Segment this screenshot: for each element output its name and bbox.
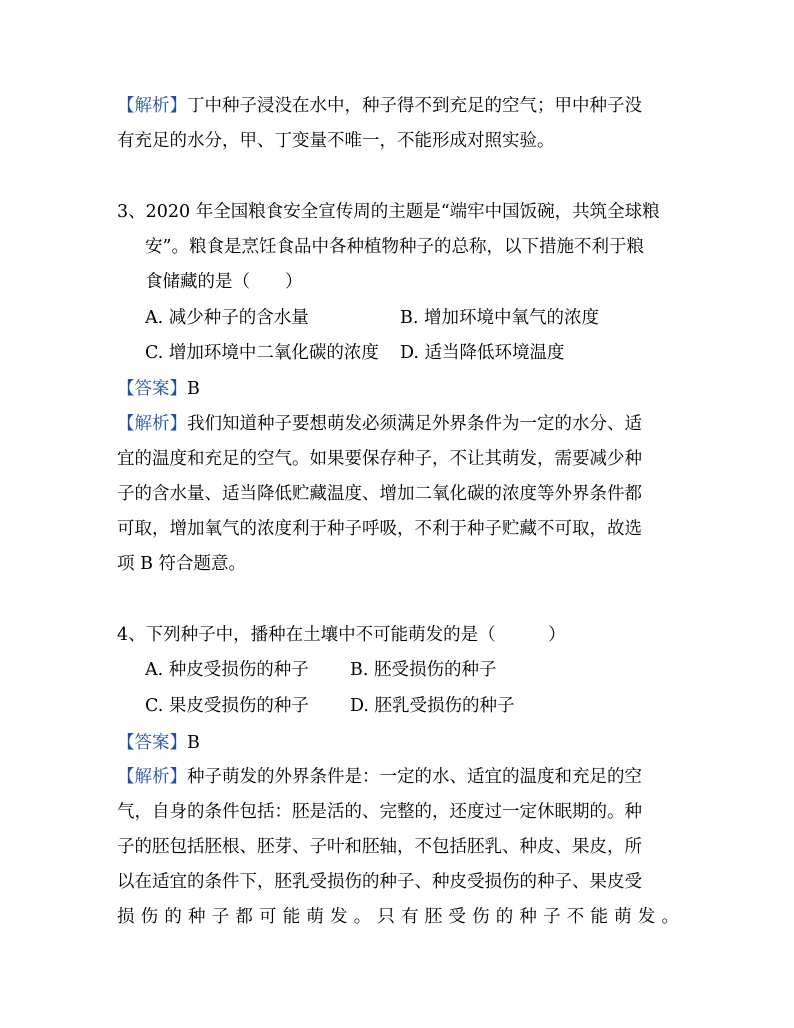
question-3-stem: 3、2020 年全国粮食安全宣传周的主题是“端牢中国饭碗，共筑全球粮 — [117, 202, 660, 222]
q4-analysis-line-justified — [117, 904, 679, 930]
q3-analysis-line: 宜的温度和充足的空气。如果要保存种子，不让其萌发，需要减少种 — [117, 449, 642, 469]
char: 子 — [543, 907, 561, 927]
analysis-label: 【解析】 — [117, 767, 187, 787]
q3-option-b: B. 增加环境中氧气的浓度 — [400, 308, 599, 328]
q4-option-d: D. 胚乳受损伤的种子 — [350, 696, 515, 716]
q3-option-c: C. 增加环境中二氧化碳的浓度 — [145, 343, 379, 363]
char: 不 — [566, 907, 585, 927]
char: 的 — [495, 907, 514, 927]
question-4-stem: 4、下列种子中，播种在土壤中不可能萌发的是（ ） — [117, 625, 566, 645]
q4-answer — [117, 730, 200, 756]
char: 胚 — [424, 907, 443, 927]
char: 可 — [259, 907, 277, 927]
q3-analysis-line: 【解析】我们知道种子要想萌发必须满足外界条件为一定的水分、适 — [117, 414, 642, 434]
answer-value: B — [187, 733, 200, 753]
q4-analysis-line: 子的胚包括胚根、胚芽、子叶和胚轴，不包括胚乳、种皮、果皮，所 — [117, 837, 642, 857]
char: 能 — [282, 907, 301, 927]
char: 能 — [590, 907, 608, 927]
char: 种 — [188, 907, 206, 927]
char: 子 — [211, 907, 230, 927]
char: 伤 — [472, 907, 490, 927]
analysis-label: 【解析】 — [117, 414, 187, 434]
char: 都 — [235, 907, 253, 927]
analysis-line: 【解析】丁中种子浸没在水中，种子得不到充足的空气；甲中种子没 — [117, 96, 642, 116]
q4-analysis-line: 气，自身的条件包括：胚是活的、完整的，还度过一定休眠期的。种 — [117, 802, 642, 822]
q3-analysis-line: 子的含水量、适当降低贮藏温度、增加二氧化碳的浓度等外界条件都 — [117, 484, 642, 504]
char: 萌 — [614, 907, 632, 927]
question-3-stem-cont: 食储藏的是（ ） — [145, 272, 303, 292]
q4-analysis-line: 以在适宜的条件下，胚乳受损伤的种子、种皮受损伤的种子、果皮受 — [117, 872, 642, 892]
q4-option-c: C. 果皮受损伤的种子 — [145, 696, 309, 716]
char: 的 — [164, 907, 182, 927]
q3-analysis-line: 项 B 符合题意。 — [117, 554, 246, 574]
answer-label: 【答案】 — [117, 733, 187, 753]
char: 损 — [117, 907, 135, 927]
q3-option-a: A. 减少种子的含水量 — [145, 308, 309, 328]
q3-analysis-line: 可取，增加氧气的浓度利于种子呼吸，不利于种子贮藏不可取，故选 — [117, 519, 642, 539]
char: 发 — [637, 907, 656, 927]
q3-option-d: D. 适当降低环境温度 — [400, 343, 565, 363]
char: 伤 — [140, 907, 159, 927]
q4-analysis-line: 【解析】种子萌发的外界条件是：一定的水、适宜的温度和充足的空 — [117, 767, 642, 787]
answer-label: 【答案】 — [117, 379, 187, 399]
analysis-label: 【解析】 — [117, 96, 187, 116]
q4-option-a: A. 种皮受损伤的种子 — [145, 660, 309, 680]
char: 有 — [401, 907, 419, 927]
q4-option-b: B. 胚受损伤的种子 — [350, 660, 497, 680]
analysis-line: 有充足的水分，甲、丁变量不唯一，不能形成对照实验。 — [117, 131, 555, 151]
char: 。 — [353, 907, 372, 927]
char: 受 — [448, 907, 466, 927]
answer-value: B — [187, 379, 200, 399]
char: 只 — [377, 907, 395, 927]
char: 种 — [519, 907, 537, 927]
char: 。 — [661, 907, 679, 927]
q3-answer — [117, 376, 200, 402]
char: 发 — [330, 907, 348, 927]
question-3-stem-cont: 安”。粮食是烹饪食品中各种植物种子的总称，以下措施不利于粮 — [145, 237, 644, 257]
char: 萌 — [306, 907, 324, 927]
